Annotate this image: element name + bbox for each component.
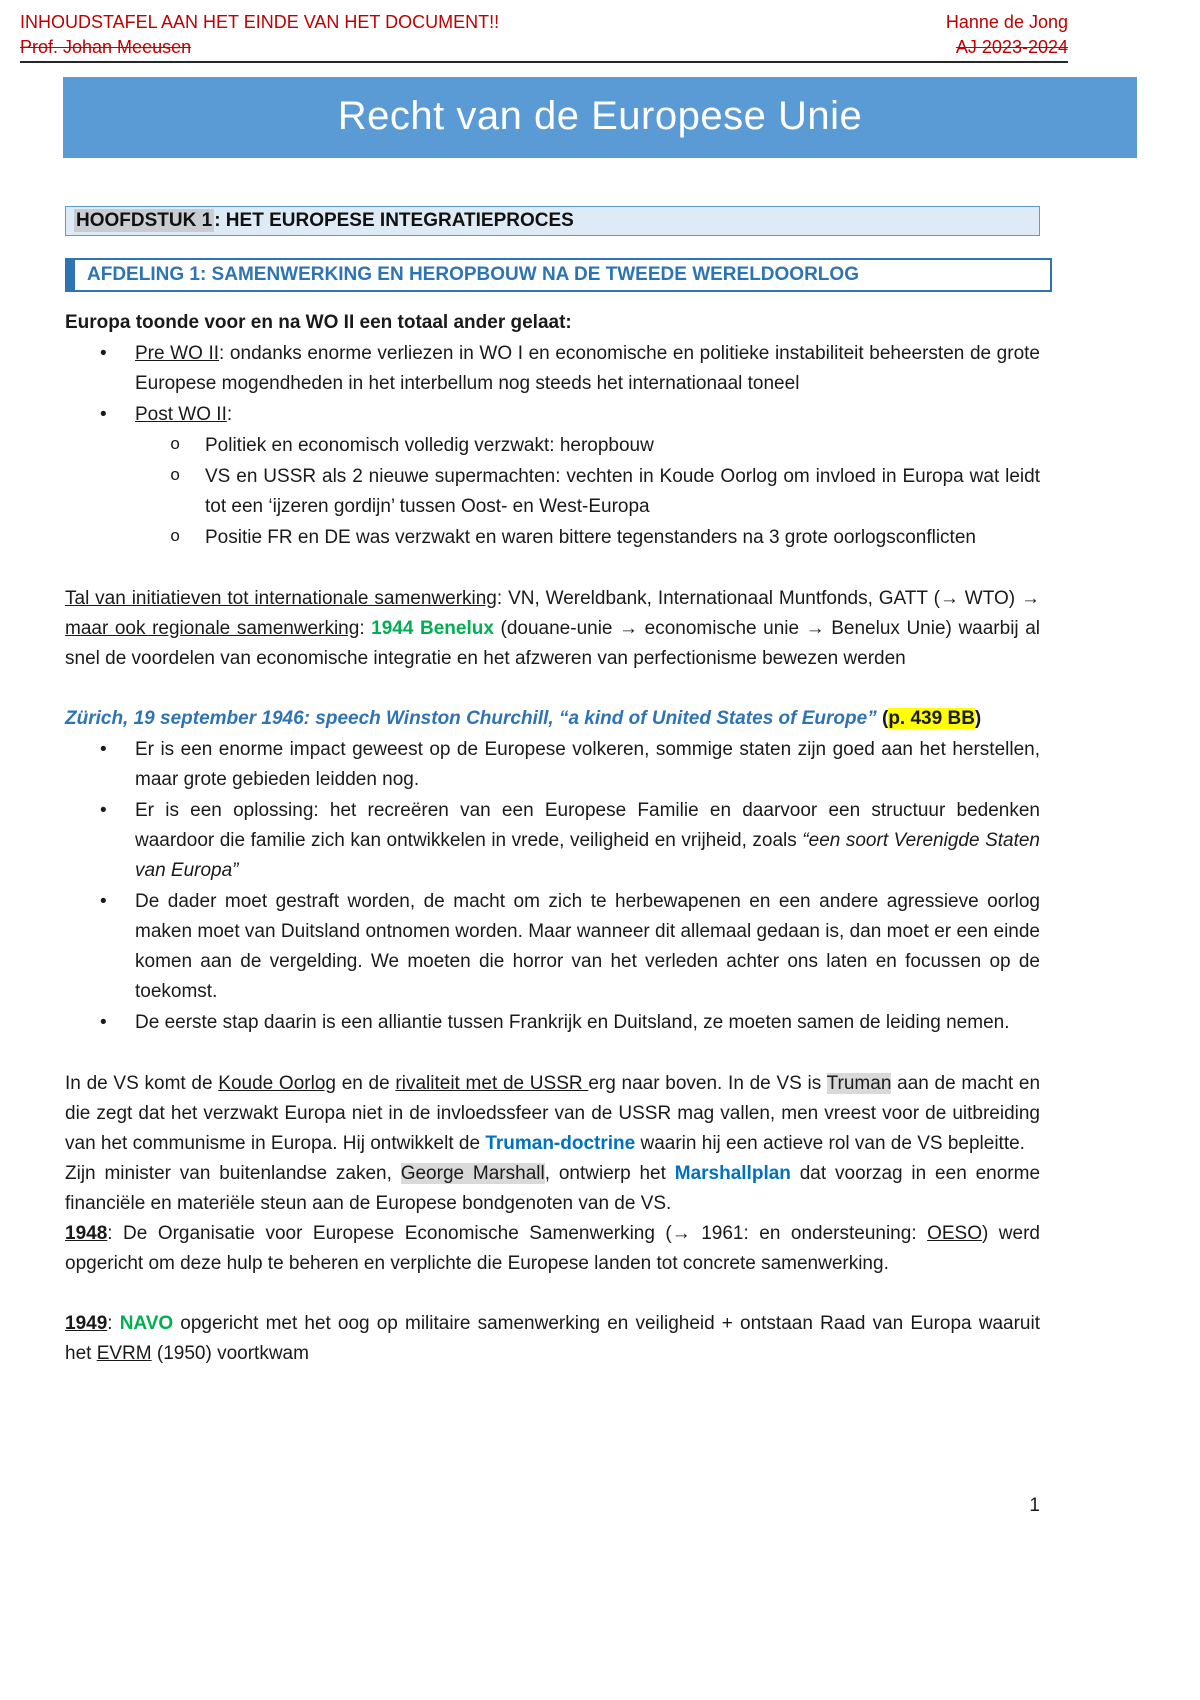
text-segment: dat voorzag in een enorme financiële en materiële steun aan de Europese bondgenoten van de VS.: [65, 1163, 1041, 1214]
text-segment: :: [359, 618, 372, 639]
paragraph: [65, 1159, 1040, 1219]
bullet-item: [65, 796, 1040, 886]
spacer: [65, 1279, 1040, 1309]
text-segment: Er is een enorme impact geweest op de Europese volkeren, sommige staten zijn goed aan het herstellen, maar grote gebieden leidden nog.: [135, 739, 1040, 790]
text-segment: George Marshall: [400, 1163, 545, 1184]
text-segment: “een soort Verenigde Staten van Europa”: [135, 830, 1040, 881]
text-segment: : VN, Wereldbank, Internationaal Muntfonds, GATT (→ WTO) →: [496, 588, 1040, 609]
text-segment: Positie FR en DE was verzwakt en waren bittere tegenstanders na 3 grote oorlogsconflicten: [205, 527, 976, 548]
header-toc-note: INHOUDSTAFEL AAN HET EINDE VAN HET DOCUMENT!!: [20, 12, 500, 32]
text-segment: erg naar boven. In de VS is: [588, 1073, 827, 1094]
page-header: [20, 10, 1068, 63]
paragraph: [65, 1309, 1040, 1369]
document-title: Recht van de Europese Unie: [337, 94, 863, 138]
header-author: Hanne de Jong: [945, 12, 1068, 32]
paragraph: [65, 308, 1040, 338]
paragraph: [65, 584, 1040, 674]
text-segment: OESO: [927, 1223, 982, 1244]
page-number: 1: [1029, 1495, 1040, 1516]
bullet-item: [65, 523, 1040, 553]
text-segment: : De Organisatie voor Europese Economische Samenwerking (→ 1961: en ondersteuning:: [107, 1223, 928, 1244]
section-heading: [65, 258, 1052, 292]
text-segment: :: [107, 1313, 120, 1334]
spacer: [65, 554, 1040, 584]
text-segment: De eerste stap daarin is een alliantie tussen Frankrijk en Duitsland, ze moeten samen de leiding nemen.: [135, 1012, 1010, 1033]
bullet-item: [65, 887, 1040, 1007]
text-segment: aan de macht en die zegt dat het verzwakt Europa niet in de invloedssfeer van de USSR mag vallen, men vreest voor de uitbreiding van het communisme in Europa. Hij ontwikkelt de: [65, 1073, 1041, 1154]
bullet-marker: •: [100, 343, 107, 364]
text-segment: Politiek en economisch volledig verzwakt: heropbouw: [205, 435, 654, 456]
bullet-item: [65, 431, 1040, 461]
chapter-heading-highlight: HOOFDSTUK 1: [76, 210, 213, 231]
bullet-marker: •: [100, 891, 107, 912]
content-area: [65, 308, 1040, 1369]
header-professor: Prof. Johan Meeusen: [20, 37, 192, 57]
text-segment: p. 439 BB: [888, 708, 975, 729]
bullet-item: [65, 462, 1040, 522]
text-segment: ): [974, 708, 982, 729]
text-segment: maar ook regionale samenwerking: [65, 618, 360, 639]
text-segment: Truman-doctrine: [485, 1133, 636, 1154]
bullet-item: [65, 1008, 1040, 1038]
bullet-marker: o: [170, 528, 181, 547]
text-segment: NAVO: [119, 1313, 174, 1334]
chapter-heading-text: : HET EUROPESE INTEGRATIEPROCES: [214, 210, 574, 231]
text-segment: In de VS komt de: [65, 1073, 219, 1094]
spacer: [65, 674, 1040, 704]
text-segment: 1949: [65, 1313, 108, 1334]
bullet-marker: •: [100, 404, 107, 425]
text-segment: (douane-unie → economische unie → Benelux Unie) waarbij al snel de voordelen van economische integratie en het afzweren van perfectionisme bewezen werden: [65, 618, 1040, 669]
text-segment: Zijn minister van buitenlandse zaken,: [65, 1163, 401, 1184]
text-segment: rivaliteit met de USSR: [395, 1073, 589, 1094]
text-segment: ) werd opgericht om deze hulp te beheren en verplichte die Europese landen tot concrete samenwerking.: [65, 1223, 1040, 1274]
text-segment: Marshallplan: [674, 1163, 791, 1184]
text-segment: (: [882, 708, 889, 729]
bullet-marker: •: [100, 739, 107, 760]
text-segment: Europa toonde voor en na WO II een totaal ander gelaat:: [65, 312, 572, 333]
text-segment: VS en USSR als 2 nieuwe supermachten: vechten in Koude Oorlog om invloed in Europa wat leidt tot een ‘ijzeren gordijn’ tussen Oost- en West-Europa: [205, 466, 1040, 517]
text-segment: 1944 Benelux: [371, 618, 494, 639]
text-segment: Zürich, 19 september 1946: speech Winston Churchill, “a kind of United States of Europe”: [65, 708, 882, 729]
section-heading-text: AFDELING 1: SAMENWERKING EN HEROPBOUW NA DE TWEEDE WERELDOORLOG: [87, 264, 859, 285]
text-segment: Koude Oorlog: [218, 1073, 336, 1094]
bullet-item: [65, 400, 1040, 430]
document-title-banner: [63, 77, 1137, 158]
text-segment: Er is een oplossing: het recreëren van een Europese Familie en daarvoor een structuur bedenken waardoor die familie zich kan ontwikkelen in vrede, veiligheid en vrijheid, zoals: [135, 800, 1040, 851]
spacer: [65, 1039, 1040, 1069]
text-segment: Post WO II: [135, 404, 227, 425]
text-segment: Pre WO II: [135, 343, 220, 364]
paragraph: [65, 1219, 1040, 1279]
text-segment: Truman: [826, 1073, 892, 1094]
bullet-item: [65, 339, 1040, 399]
text-segment: : ondanks enorme verliezen in WO I en economische en politieke instabiliteit beheersten de grote Europese mogendheden in het interbellum nog steeds het internationaal toneel: [135, 343, 1040, 394]
text-segment: Tal van initiatieven tot internationale samenwerking: [65, 588, 497, 609]
header-academic-year: AJ 2023-2024: [955, 37, 1068, 57]
paragraph: [65, 1069, 1040, 1159]
bullet-marker: o: [170, 436, 181, 455]
text-segment: EVRM: [96, 1343, 152, 1364]
text-segment: 1948: [65, 1223, 108, 1244]
bullet-marker: o: [170, 467, 181, 486]
paragraph: [65, 704, 1040, 734]
text-segment: De dader moet gestraft worden, de macht om zich te herbewapenen en een andere agressieve oorlog maken moet van Duitsland ontnomen worden. Maar wanneer dit allemaal gedaan is, dan moet er een einde komen aan de vergelding. We moeten die horror van het verleden achter ons laten en focussen op de toekomst.: [135, 891, 1040, 1002]
text-segment: :: [226, 404, 233, 425]
bullet-marker: •: [100, 1012, 107, 1033]
text-segment: , ontwierp het: [544, 1163, 675, 1184]
chapter-heading: [65, 206, 1040, 236]
text-segment: (1950) voortkwam: [151, 1343, 309, 1364]
bullet-marker: •: [100, 800, 107, 821]
text-segment: en de: [335, 1073, 396, 1094]
bullet-item: [65, 735, 1040, 795]
text-segment: waarin hij een actieve rol van de VS bepleitte.: [635, 1133, 1025, 1154]
text-segment: opgericht met het oog op militaire samenwerking en veiligheid + ontstaan Raad van Europa waaruit het: [65, 1313, 1040, 1364]
